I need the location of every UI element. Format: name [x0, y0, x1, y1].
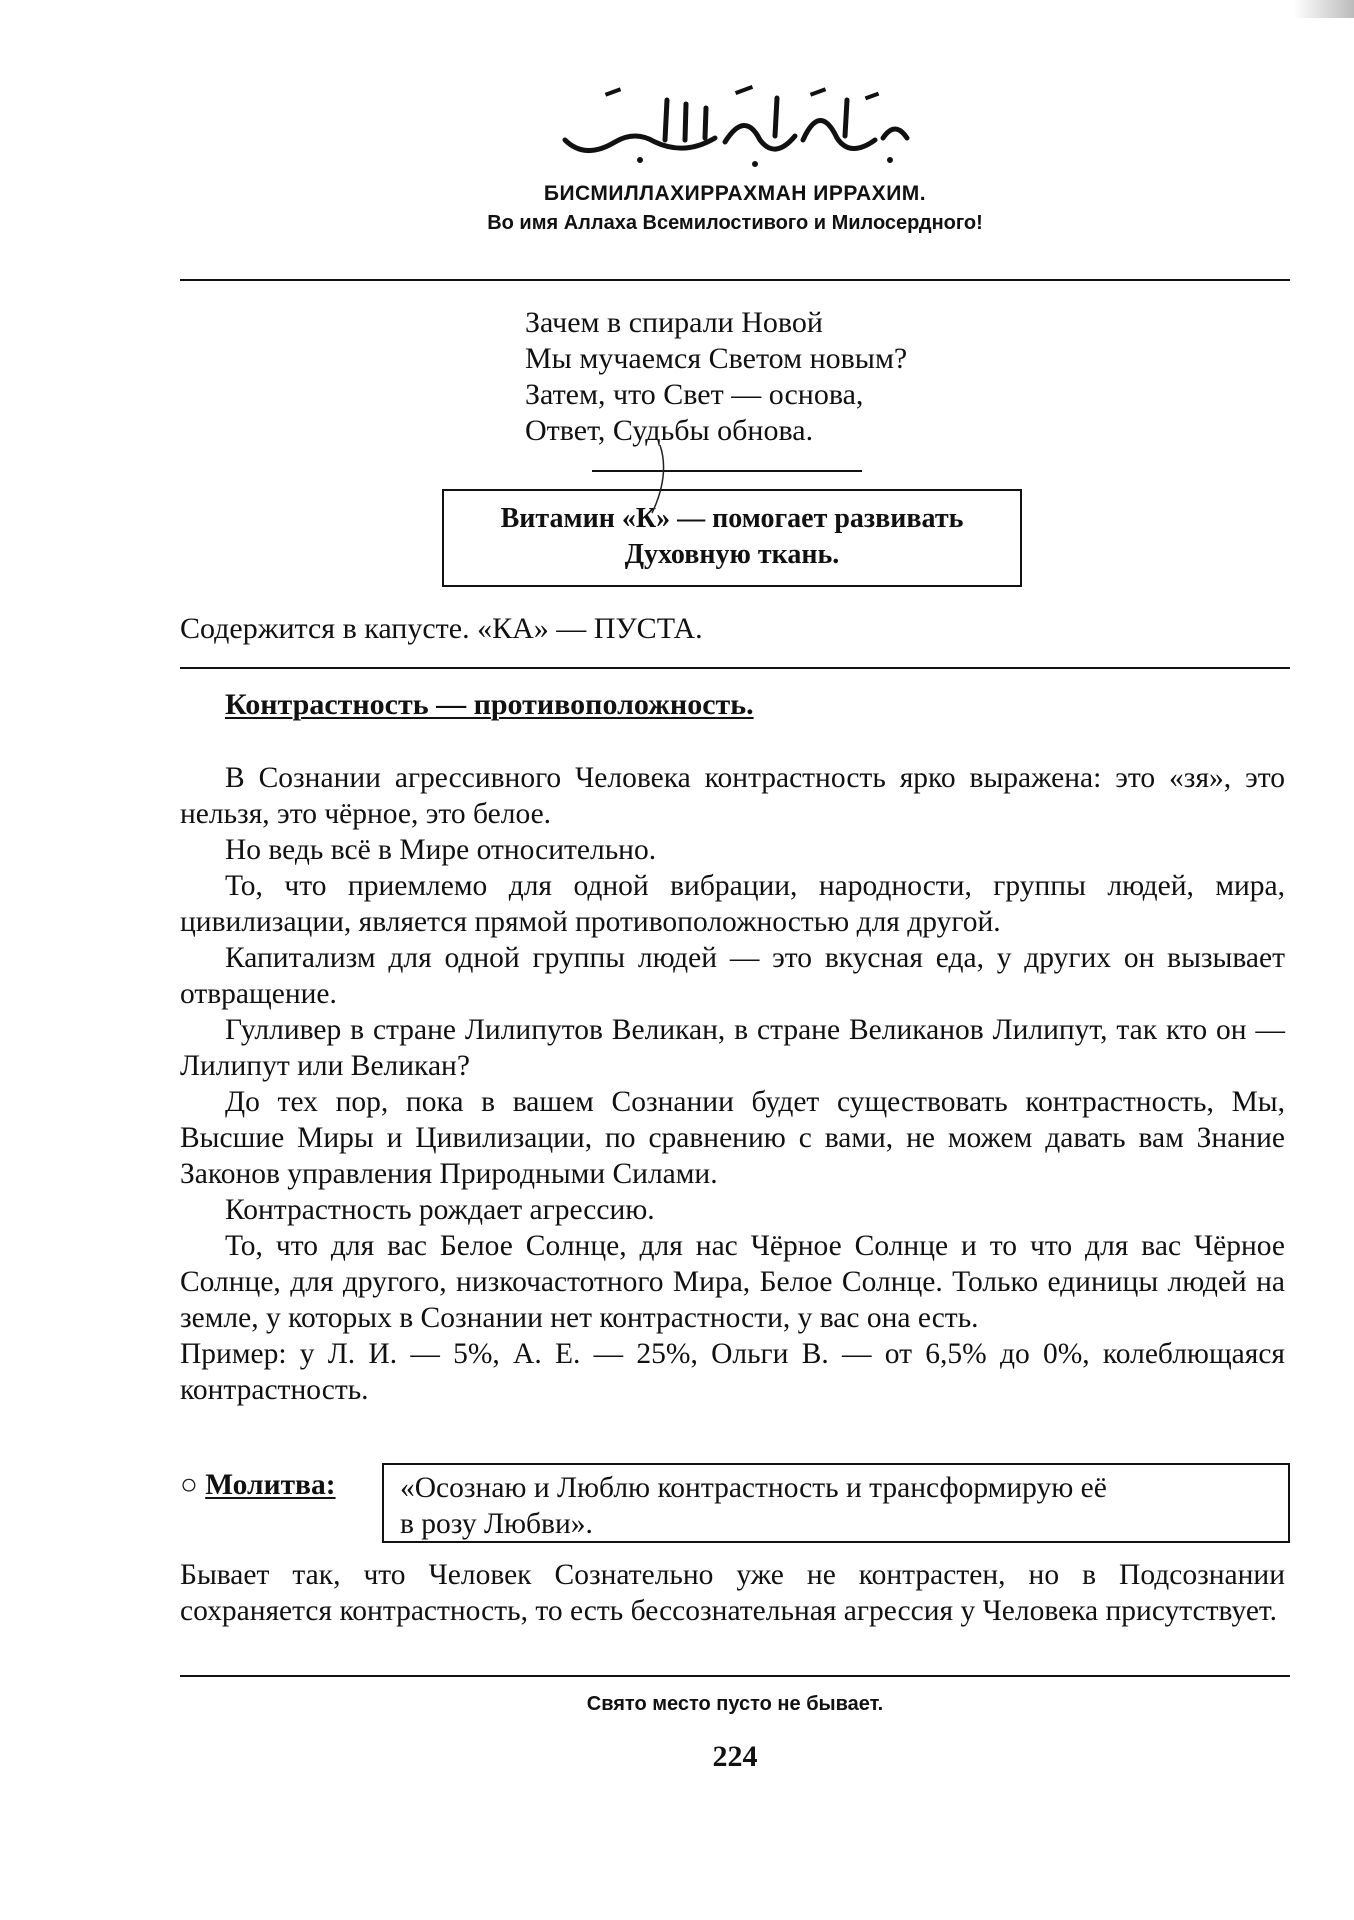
- paragraph: То, что приемлемо для одной вибрации, народности, группы людей, мира, цивилизации, является прямой противоположностью для другой.: [180, 870, 1285, 938]
- closing-paragraph: Бывает так, что Человек Сознательно уже не контрастен, но в Подсознании сохраняется контрастность, то есть бессознательная агрессия у Человека присутствует.: [180, 1559, 1285, 1627]
- poem-line: Мы мучаемся Светом новым?: [525, 342, 908, 375]
- prayer-label: [180, 1469, 336, 1502]
- prayer-line: «Осознаю и Люблю контрастность и трансформирую её: [400, 1472, 1107, 1504]
- paragraph: То, что для вас Белое Солнце, для нас Чёрное Солнце и то что для вас Чёрное Солнце, для другого, низкочастотного Мира, Белое Солнце. Только единицы людей на земле, у которых в Сознании нет контрастности, у вас она есть.: [180, 1230, 1285, 1334]
- bismillah-transliteration: БИСМИЛЛАХИРРАХМАН ИРРАХИМ.: [543, 182, 927, 205]
- footer-quote: Свято место пусто не бывает.: [586, 1693, 884, 1715]
- poem-line: Затем, что Свет — основа,: [525, 378, 864, 411]
- prayer-line: в розу Любви».: [400, 1508, 593, 1540]
- prayer-row: [180, 1463, 1290, 1543]
- poem-line: Ответ, Судьбы обнова.: [525, 414, 814, 447]
- header-divider: [180, 279, 1290, 281]
- section-title: Контрастность — противоположность.: [225, 688, 754, 721]
- pen-mark: [640, 445, 680, 515]
- paragraph: До тех пор, пока в вашем Сознании будет существовать контрастность, Мы, Высшие Миры и Цивилизации, по сравнению с вами, не можем давать вам Знание Законов управления Природными Силами.: [180, 1086, 1285, 1190]
- prayer-label-text: Молитва:: [205, 1469, 336, 1501]
- vitamin-callout-box: [442, 489, 1022, 587]
- section-divider: [180, 667, 1290, 669]
- poem-line: Зачем в спирали Новой: [525, 306, 823, 339]
- contains-text: Содержится в капусте. «КА» — ПУСТА.: [180, 612, 703, 645]
- poem: [525, 305, 907, 449]
- paragraph: Контрастность рождает агрессию.: [225, 1194, 655, 1226]
- paragraph: Капитализм для одной группы людей — это вкусная еда, у других он вызывает отвращение.: [180, 942, 1285, 1010]
- bismillah-translation: Во имя Аллаха Всемилостивого и Милосердного!: [487, 212, 983, 234]
- circle-bullet-icon: ○: [180, 1469, 198, 1501]
- paragraph: Гулливер в стране Лилипутов Великан, в стране Великанов Лилипут, так кто он — Лилипут или Великан?: [180, 1014, 1285, 1082]
- callout-line: Витамин «К» — помогает развивать: [500, 503, 964, 534]
- bismillah-calligraphy: [545, 80, 925, 170]
- example-paragraph: Пример: у Л. И. — 5%, А. Е. — 25%, Ольги В. — от 6,5% до 0%, колеблющаяся контрастность.: [180, 1338, 1285, 1406]
- scan-corner-shadow: [1294, 0, 1354, 18]
- page-header: [180, 80, 1290, 235]
- callout-line: Духовную ткань.: [624, 539, 840, 570]
- footer-divider: [180, 1675, 1290, 1677]
- page-number: 224: [712, 1740, 758, 1773]
- poem-divider: [592, 470, 862, 472]
- prayer-box: [382, 1463, 1290, 1543]
- paragraph: Но ведь всё в Мире относительно.: [225, 834, 657, 866]
- paragraph: В Сознании агрессивного Человека контрастность ярко выражена: это «зя», это нельзя, это чёрное, это белое.: [180, 762, 1285, 830]
- main-body: [180, 760, 1285, 1408]
